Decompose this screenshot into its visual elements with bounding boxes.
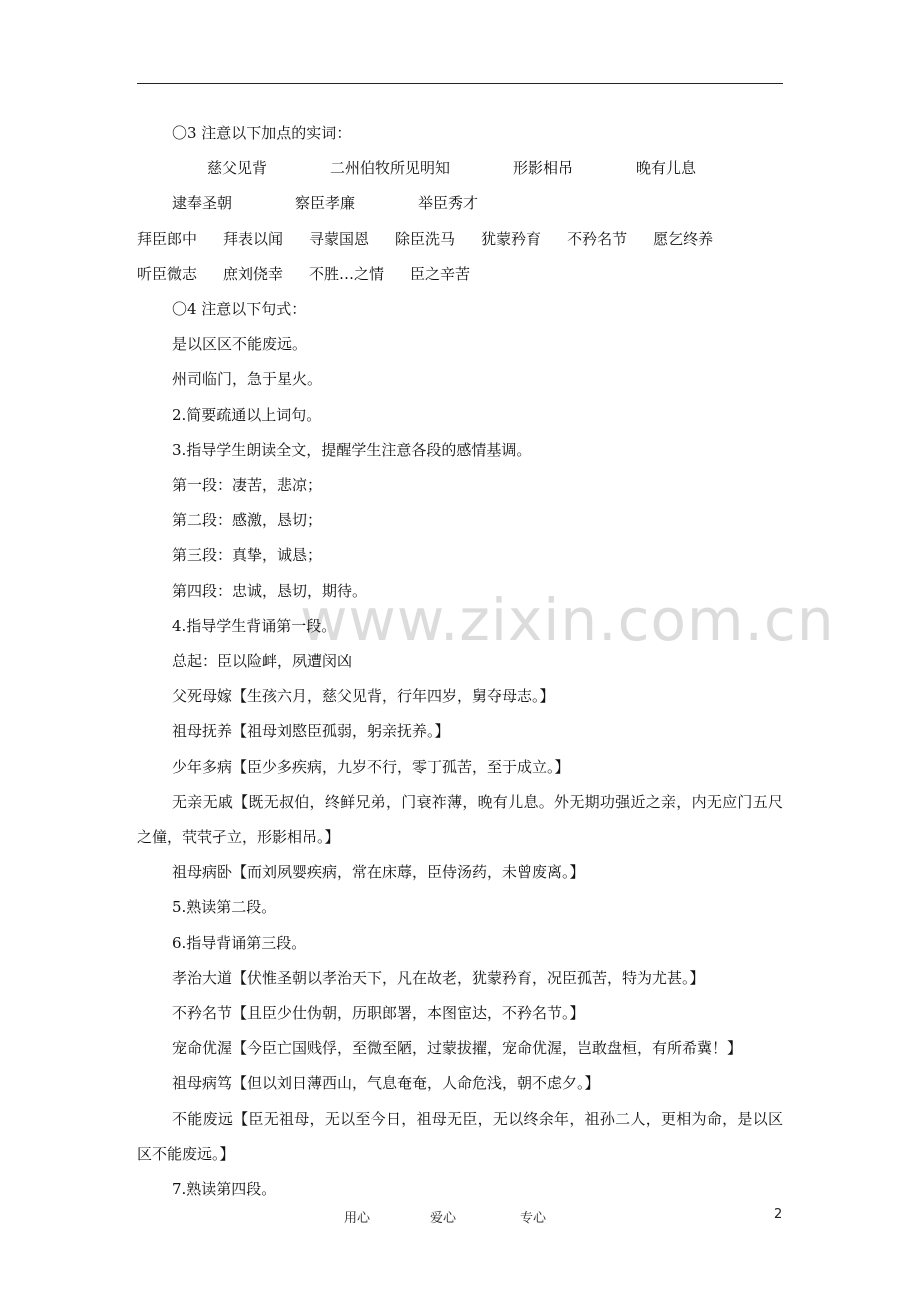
para3-line: 宠命优渥【今臣亡国贱俘，至微至陋，过蒙拔擢，宠命优渥，岂敢盘桓，有所希冀！】 <box>172 1039 743 1058</box>
word: 举臣秀才 <box>418 194 479 213</box>
watermark: www.zixin.com.cn <box>300 586 835 654</box>
word: 形影相吊 <box>513 159 574 178</box>
header-rule <box>137 83 783 84</box>
word: 寻蒙国恩 <box>309 229 370 248</box>
para1-line: 少年多病【臣少多疾病，九岁不行，零丁孤苦，至于成立。】 <box>172 757 570 776</box>
word: 不矜名节 <box>567 229 628 248</box>
para3-line: 孝治大道【伏惟圣朝以孝治天下，凡在故老，犹蒙矜育，况臣孤苦，特为尤甚。】 <box>172 968 705 987</box>
word: 拜臣郎中 <box>137 229 198 248</box>
item4-title: 〇4 注意以下句式： <box>172 300 307 319</box>
tone-line: 第三段：真挚，诚恳； <box>172 546 323 565</box>
para1-line: 祖母抚养【祖母刘愍臣孤弱，躬亲抚养。】 <box>172 722 450 741</box>
sentence: 州司临门，急于星火。 <box>172 370 323 389</box>
word: 除臣洗马 <box>395 229 456 248</box>
word: 愿乞终养 <box>653 229 714 248</box>
footer-left: 用心 <box>344 1211 371 1226</box>
para3-line: 不能废远【臣无祖母，无以至今日，祖母无臣，无以终余年，祖孙二人，更相为命，是以区区不能废远。】 <box>137 1109 783 1163</box>
tone-line: 第二段：感激，恳切； <box>172 511 323 530</box>
para3-line: 祖母病笃【但以刘日薄西山，气息奄奄，人命危浅，朝不虑夕。】 <box>172 1074 600 1093</box>
word: 晚有儿息 <box>636 159 697 178</box>
word: 臣之辛苦 <box>410 264 471 283</box>
word: 听臣微志 <box>137 264 198 283</box>
word: 察臣孝廉 <box>295 194 356 213</box>
tone-line: 第四段：忠诚，恳切，期待。 <box>172 581 368 600</box>
word: 不胜…之情 <box>309 264 385 283</box>
word: 庶刘侥幸 <box>223 264 284 283</box>
para1-line: 无亲无戚【既无叔伯，终鲜兄弟，门衰祚薄，晚有儿息。外无期功强近之亲，内无应门五尺之僮，茕茕孑立，形影相吊。】 <box>137 792 783 847</box>
summary-line: 总起：臣以险衅，夙遭闵凶 <box>172 652 353 671</box>
footer-middle: 爱心 <box>430 1211 457 1226</box>
item3-words <box>137 151 783 221</box>
tone-line: 第一段：凄苦，悲凉； <box>172 476 323 495</box>
para1-line: 祖母病卧【而刘夙婴疾病，常在床蓐，臣侍汤药，未曾废离。】 <box>172 863 585 882</box>
step-5: 5.熟读第二段。 <box>172 898 277 917</box>
footer-right: 专心 <box>520 1211 547 1226</box>
page-body <box>137 116 783 1207</box>
word: 二州伯牧所见明知 <box>330 159 451 178</box>
step-2: 2.简要疏通以上词句。 <box>172 405 322 424</box>
sentence: 是以区区不能废远。 <box>172 335 308 354</box>
page-number: 2 <box>774 1207 783 1222</box>
word: 拜表以闻 <box>223 229 284 248</box>
para3-line: 不矜名节【且臣少仕伪朝，历职郎署，本图宦达，不矜名节。】 <box>172 1004 585 1023</box>
item3-title: 〇3 注意以下加点的实词： <box>172 124 352 142</box>
para1-line: 父死母嫁【生孩六月，慈父见背，行年四岁，舅夺母志。】 <box>172 687 555 706</box>
step-6: 6.指导背诵第三段。 <box>172 933 307 952</box>
step-4: 4.指导学生背诵第一段。 <box>172 616 337 635</box>
step-3: 3.指导学生朗读全文，提醒学生注意各段的感情基调。 <box>172 440 532 459</box>
word: 犹蒙矜育 <box>481 229 542 248</box>
item3-words-row2 <box>137 222 783 292</box>
word: 慈父见背 <box>207 159 268 178</box>
step-7: 7.熟读第四段。 <box>172 1180 277 1199</box>
word: 逮奉圣朝 <box>172 194 233 213</box>
